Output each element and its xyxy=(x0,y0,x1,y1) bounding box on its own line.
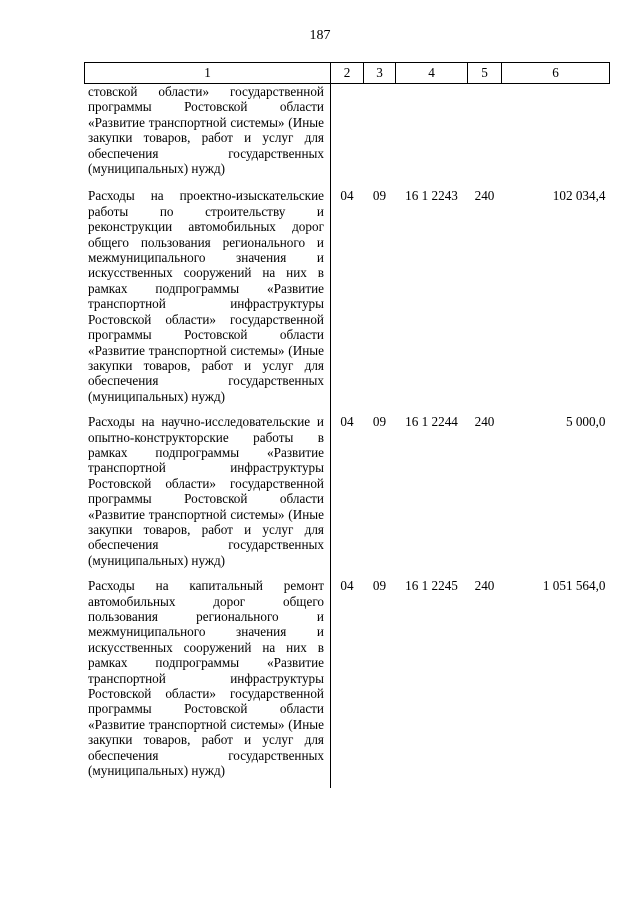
page-number: 187 xyxy=(309,28,331,43)
row-expense-type: 240 xyxy=(474,578,495,594)
row-amount: 1 051 564,0 xyxy=(542,578,606,594)
row-description: Расходы на научно-исследовательские и опытно-конструкторские работы в рамках подпрограммы «Развитие транспортной инфраструктуры Ростовской области» государственной программы Ростовской области «Развитие транспортной системы» (Иные закупки товаров, работ и услуг для обеспечения государственных (муниципальных) нужд) xyxy=(85,414,331,578)
table-row xyxy=(85,188,610,414)
row-section: 04 xyxy=(340,188,354,204)
column-header-5: 5 xyxy=(468,63,502,84)
row-section: 04 xyxy=(340,414,354,430)
row-subsection: 09 xyxy=(372,188,387,204)
row-amount: 5 000,0 xyxy=(565,414,606,430)
column-header-1: 1 xyxy=(85,63,331,84)
row-expense-type: 240 xyxy=(474,188,495,204)
row-subsection: 09 xyxy=(372,414,387,430)
header-row xyxy=(85,63,610,84)
row-section xyxy=(331,84,364,189)
row-description: Расходы на проектно-изыскательские работы по строительству и реконструкции автомобильных дорог общего пользования регионального и межмуниципального значения и искусственных сооружений на них в рамках подпрограммы «Развитие транспортной инфраструктуры Ростовской области» государственной программы Ростовской области «Развитие транспортной системы» (Иные закупки товаров, работ и услуг для обеспечения государственных (муниципальных) нужд) xyxy=(85,188,331,414)
row-amount xyxy=(502,84,610,189)
table-row xyxy=(85,414,610,578)
row-section: 04 xyxy=(340,578,354,594)
budget-table xyxy=(84,62,610,788)
column-header-3: 3 xyxy=(364,63,396,84)
row-subsection xyxy=(364,84,396,189)
row-amount: 102 034,4 xyxy=(552,188,606,204)
column-header-2: 2 xyxy=(331,63,364,84)
row-description: стовской области» государственной программы Ростовской области «Развитие транспортной системы» (Иные закупки товаров, работ и услуг для обеспечения государственных (муниципальных) нужд) xyxy=(85,84,331,189)
table-row xyxy=(85,84,610,189)
table-body xyxy=(85,84,610,789)
table-header xyxy=(85,63,610,84)
row-target-article xyxy=(396,84,468,189)
row-expense-type: 240 xyxy=(474,414,495,430)
row-expense-type xyxy=(468,84,502,189)
table-row xyxy=(85,578,610,788)
row-subsection: 09 xyxy=(372,578,387,594)
row-target-article: 16 1 2245 xyxy=(405,578,458,594)
column-header-6: 6 xyxy=(502,63,610,84)
row-target-article: 16 1 2244 xyxy=(405,414,458,430)
row-target-article: 16 1 2243 xyxy=(405,188,458,204)
column-header-4: 4 xyxy=(396,63,468,84)
row-description: Расходы на капитальный ремонт автомобильных дорог общего пользования регионального и межмуниципального значения и искусственных сооружений на них в рамках подпрограммы «Развитие транспортной инфраструктуры Ростовской области» государственной программы Ростовской области «Развитие транспортной системы» (Иные закупки товаров, работ и услуг для обеспечения государственных (муниципальных) нужд) xyxy=(85,578,331,788)
